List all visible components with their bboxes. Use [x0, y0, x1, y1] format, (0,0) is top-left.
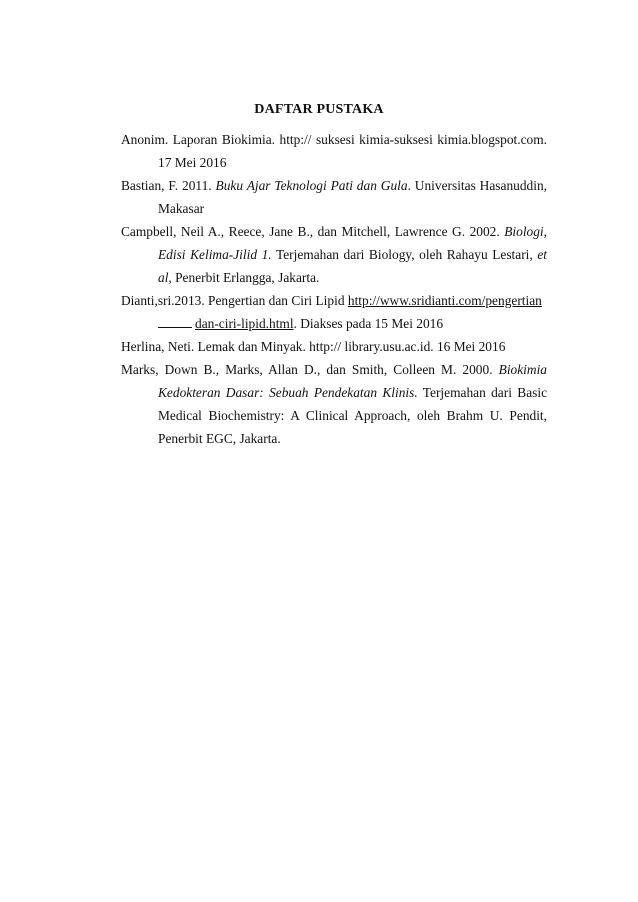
page-title: DAFTAR PUSTAKA [254, 102, 384, 117]
reference-link-continued[interactable]: dan-ciri-lipid.html [195, 316, 294, 331]
reference-dianti [121, 289, 547, 335]
reference-text: Terjemahan dari Basic Medical Biochemistry: A Clinical Approach, oleh Brahm U. Pendit, Penerbit EGC, Jakarta. [158, 385, 548, 446]
reference-text: . Diakses pada 15 Mei 2016 [293, 316, 444, 331]
reference-text: Marks, Down B., Marks, Allan D., dan Smith, Colleen M. 2000. [121, 362, 499, 377]
reference-bastian [121, 174, 547, 220]
reference-et-al: et al, [158, 247, 547, 285]
reference-text: Terjemahan dari Biology, oleh Rahayu Lestari, [271, 247, 538, 262]
reference-herlina [121, 335, 547, 358]
reference-text: Penerbit Erlangga, Jakarta. [171, 270, 320, 285]
reference-book-title: Biologi, Edisi Kelima-Jilid 1. [158, 224, 547, 262]
reference-text: Anonim. Laporan Biokimia. http:// suksesi kimia-suksesi kimia.blogspot.com. 17 Mei 2016 [121, 132, 547, 170]
reference-book-title: Biokimia Kedokteran Dasar: Sebuah Pendekatan Klinis. [158, 362, 547, 400]
underline-gap [158, 315, 192, 328]
reference-list [121, 128, 547, 450]
reference-text: Dianti,sri.2013. Pengertian dan Ciri Lipid [121, 293, 348, 308]
reference-text: . Universitas Hasanuddin, Makasar [158, 178, 547, 216]
reference-link[interactable]: http://www.sridianti.com/pengertian [347, 293, 542, 308]
reference-text: Herlina, Neti. Lemak dan Minyak. http:// library.usu.ac.id. 16 Mei 2016 [121, 339, 506, 354]
reference-text: Campbell, Neil A., Reece, Jane B., dan Mitchell, Lawrence G. 2002. [121, 224, 505, 239]
reference-marks [121, 358, 547, 450]
reference-text: Bastian, F. 2011. [121, 178, 216, 193]
reference-anonim [121, 128, 547, 174]
reference-campbell [121, 220, 547, 289]
reference-book-title: Buku Ajar Teknologi Pati dan Gula [215, 178, 408, 193]
